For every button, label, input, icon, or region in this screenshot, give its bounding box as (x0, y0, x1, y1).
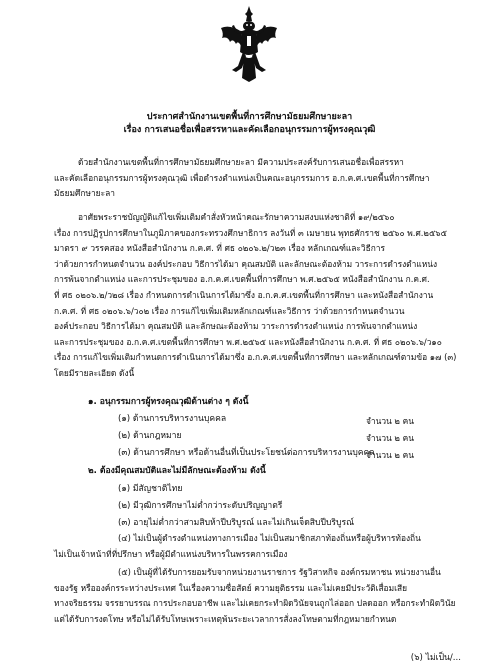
section2-item: (๓) อายุไม่ต่ำกว่าสามสิบห้าปีบริบูรณ์ และไม่เกินเจ็ดสิบปีบริบูรณ์ (118, 518, 355, 528)
legal-line: ว่าด้วยการกำหนดจำนวน องค์ประกอบ วิธีการได้มา คุณสมบัติ และลักษณะต้องห้าม วาระการดำรงตำแหน่ง (54, 258, 438, 269)
legal-line: โดยมีรายละเอียด ดังนี้ (54, 367, 135, 378)
item5-line: ของรัฐ หรือองค์กรระหว่างประเทศ ในเรื่องความซื่อสัตย์ ความยุติธรรม และไม่เคยมีประวัติเสื่อมเสีย (54, 582, 407, 593)
legal-line: มาตรา ๙ วรรคสอง หนังสือสำนักงาน ก.ค.ศ. ที่ ศธ ๐๒๐๖.๒/ว๒๓ เรื่อง หลักเกณฑ์และวิธีการ (54, 243, 386, 254)
section2-item5 (54, 565, 456, 627)
legal-line: และการประชุมของ อ.ก.ค.ศ.เขตพื้นที่การศึกษา พ.ศ.๒๕๖๕ และหนังสือสำนักงาน ก.ค.ศ. ที่ ศธ ๐๒๐๖.๖/ว๑๐ (54, 336, 442, 347)
intro-line: และคัดเลือกอนุกรรมการผู้ทรงคุณวุฒิ เพื่อดำรงตำแหน่งเป็นคณะอนุกรรมการ อ.ก.ค.ศ.เขตพื้นที่การศึกษา (54, 172, 430, 183)
section1-item-label: (๓) ด้านการศึกษา หรือด้านอื่นที่เป็นประโยชน์ต่อการบริหารงานบุคคล (118, 448, 375, 458)
legal-basis-paragraph (54, 210, 456, 382)
section2-item4 (54, 531, 421, 562)
intro-line: มัธยมศึกษายะลา (54, 188, 115, 199)
section1-item-count: จำนวน ๒ คน (366, 450, 414, 460)
legal-line: องค์ประกอบ วิธีการได้มา คุณสมบัติ และลักษณะต้องห้าม วาระการดำรงตำแหน่ง การพ้นจากตำแหน่ง (54, 321, 418, 332)
item5-line: ทางจริยธรรม จรรยาบรรณ การประกอบอาชีพ และไม่เคยกระทำผิดวินัยจนถูกไล่ออก ปลดออก หรือกระทำผิดวินัย (54, 598, 456, 609)
section1-heading: ๑. อนุกรรมการผู้ทรงคุณวุฒิด้านต่าง ๆ ดังนี้ (88, 397, 249, 407)
legal-line: ก.ค.ศ. ที่ ศธ ๐๒๐๖.๖/ว๐๒ เรื่อง การแก้ไขเพิ่มเติมหลักเกณฑ์และวิธีการ ว่าด้วยการกำหนดจำนวน (54, 305, 405, 316)
section2-heading: ๒. ต้องมีคุณสมบัติและไม่มีลักษณะต้องห้าม ดังนี้ (88, 466, 266, 476)
section2-item: (๑) มีสัญชาติไทย (118, 484, 183, 494)
section1-item-count: จำนวน ๒ คน (366, 433, 414, 443)
section2-item: (๒) มีวุฒิการศึกษาไม่ต่ำกว่าระดับปริญญาตรี (118, 501, 283, 511)
item4-line: ไม่เป็นเจ้าหน้าที่ที่ปรึกษา หรือผู้มีตำแหน่งบริหารในพรรคการเมือง (54, 548, 288, 559)
garuda-emblem-icon (218, 4, 280, 84)
item5-line: แต่ได้รับการงดโทษ หรือไม่ได้รับโทษเพราะเหตุพ้นระยะเวลาการสั่งลงโทษตามที่กฎหมายกำหนด (54, 613, 397, 624)
page-continuation: (๖) ไม่เป็น/... (410, 653, 461, 663)
legal-line: อาศัยพระราชบัญญัติแก้ไขเพิ่มเติมคำสั่งหัวหน้าคณะรักษาความสงบแห่งชาติที่ ๑๙/๒๕๖๐ (78, 212, 395, 222)
item4-line: (๔) ไม่เป็นผู้ดำรงตำแหน่งทางการเมือง ไม่เป็นสมาชิกสภาท้องถิ่นหรือผู้บริหารท้องถิ่น (118, 533, 421, 543)
intro-line: ด้วยสำนักงานเขตพื้นที่การศึกษามัธยมศึกษายะลา มีความประสงค์รับการเสนอชื่อเพื่อสรรหา (78, 157, 404, 167)
item5-line: (๕) เป็นผู้ที่ได้รับการยอมรับจากหน่วยงานราชการ รัฐวิสาหกิจ องค์กรมหาชน หน่วยงานอื่น (118, 567, 441, 577)
intro-paragraph (54, 155, 430, 202)
legal-line: เรื่อง การแก้ไขเพิ่มเติมกำหนดการดำเนินการได้มาซึ่ง อ.ก.ค.ศ.เขตพื้นที่การศึกษา และหลักเกณฑ์ตามข้อ ๑๗ (๓) (54, 352, 457, 363)
document-subject: เรื่อง การเสนอชื่อเพื่อสรรหาและคัดเลือกอนุกรรมการผู้ทรงคุณวุฒิ (123, 125, 376, 135)
section1-item-count: จำนวน ๒ คน (366, 416, 414, 426)
section1-item-label: (๒) ด้านกฎหมาย (118, 431, 182, 441)
legal-line: เรื่อง การปฏิรูปการศึกษาในภูมิภาคของกระทรวงศึกษาธิการ ลงวันที่ ๓ เมษายน พุทธศักราช ๒๕๖๐ พ.ศ.๒๕๖๕ (54, 227, 447, 238)
legal-line: ที่ ศธ ๐๒๐๖.๒/ว๒๘ เรื่อง กำหนดการดำเนินการได้มาซึ่ง อ.ก.ค.ศ.เขตพื้นที่การศึกษา และหนังสือสำนักงาน (54, 289, 434, 300)
document-title: ประกาศสำนักงานเขตพื้นที่การศึกษามัธยมศึกษายะลา (146, 112, 353, 122)
section1-item-label: (๑) ด้านการบริหารงานบุคคล (118, 414, 227, 424)
legal-line: การพ้นจากตำแหน่ง และการประชุมของ อ.ก.ค.ศ.เขตพื้นที่การศึกษา พ.ศ.๒๕๖๕ หนังสือสำนักงาน ก.ค.ศ. (54, 274, 430, 285)
